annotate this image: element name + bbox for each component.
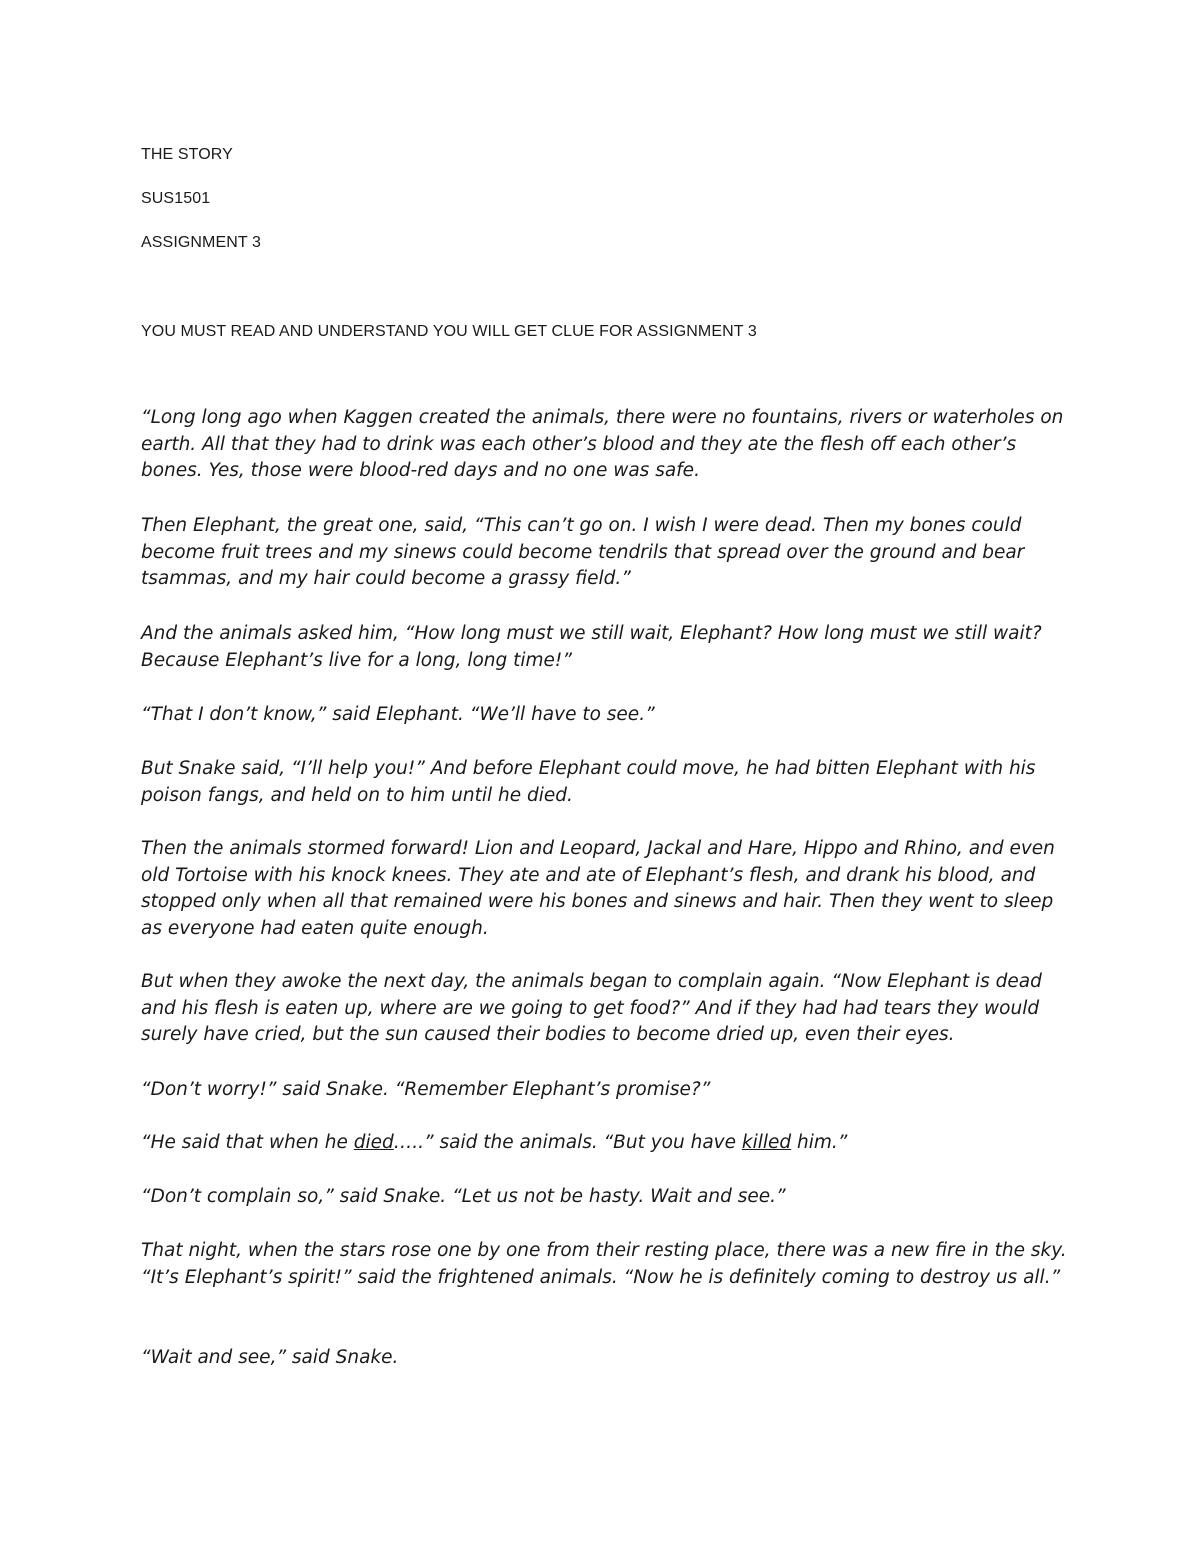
story-paragraph-9-part-2: …..” said the animals. “But you have — [393, 1132, 742, 1153]
story-paragraph-5: But Snake said, “I’ll help you!” And before Elephant could move, he had bitten Elephant with his poison fangs, and held on to him until he died. — [141, 758, 1036, 806]
course-code: SUS1501 — [141, 190, 211, 207]
document-title: THE STORY — [141, 146, 233, 163]
assignment-label: ASSIGNMENT 3 — [141, 234, 262, 251]
story-paragraph-4: “That I don’t know,” said Elephant. “We’ll have to see.” — [141, 704, 655, 725]
story-paragraph-9-part-3: him.” — [791, 1132, 848, 1153]
story-paragraph-2: Then Elephant, the great one, said, “This can’t go on. I wish I were dead. Then my bones could become fruit trees and my sinews could become tendrils that spread over the ground and bear tsammas, and my hair could become a grassy field.” — [141, 515, 1025, 589]
story-paragraph-8: “Don’t worry!” said Snake. “Remember Elephant’s promise?” — [141, 1079, 711, 1100]
story-paragraph-11: That night, when the stars rose one by one from their resting place, there was a new fire in the sky. “It’s Elephant’s spirit!” said the frightened animals. “Now he is definitely coming to destroy us all.” — [141, 1240, 1067, 1288]
story-paragraph-9 — [141, 1130, 1071, 1157]
instruction-line: YOU MUST READ AND UNDERSTAND YOU WILL GET CLUE FOR ASSIGNMENT 3 — [141, 323, 757, 340]
story-paragraph-1: “Long long ago when Kaggen created the animals, there were no fountains, rivers or waterholes on earth. All that they had to drink was each other’s blood and they ate the flesh off each other’s bones. Yes, those were blood-red days and no one was safe. — [141, 407, 1064, 481]
underlined-word-died: died — [353, 1132, 394, 1153]
underlined-word-killed: killed — [741, 1132, 792, 1153]
story-paragraph-12: “Wait and see,” said Snake. — [141, 1347, 399, 1368]
story-paragraph-9-part-1: “He said that when he — [141, 1132, 354, 1153]
story-paragraph-7: But when they awoke the next day, the animals began to complain again. “Now Elephant is dead and his flesh is eaten up, where are we going to get food?” And if they had had tears they would surely have cried, but the sun caused their bodies to become dried up, even their eyes. — [141, 971, 1042, 1045]
story-paragraph-6: Then the animals stormed forward! Lion and Leopard, Jackal and Hare, Hippo and Rhino, and even old Tortoise with his knock knees. They ate and ate of Elephant’s flesh, and drank his blood, and stopped only when all that remained were his bones and sinews and hair. Then they went to sleep as everyone had eaten quite enough. — [141, 838, 1055, 939]
story-paragraph-10: “Don’t complain so,” said Snake. “Let us not be hasty. Wait and see.” — [141, 1186, 786, 1207]
story-paragraph-3: And the animals asked him, “How long must we still wait, Elephant? How long must we still wait? Because Elephant’s live for a long, long time!” — [141, 623, 1042, 671]
